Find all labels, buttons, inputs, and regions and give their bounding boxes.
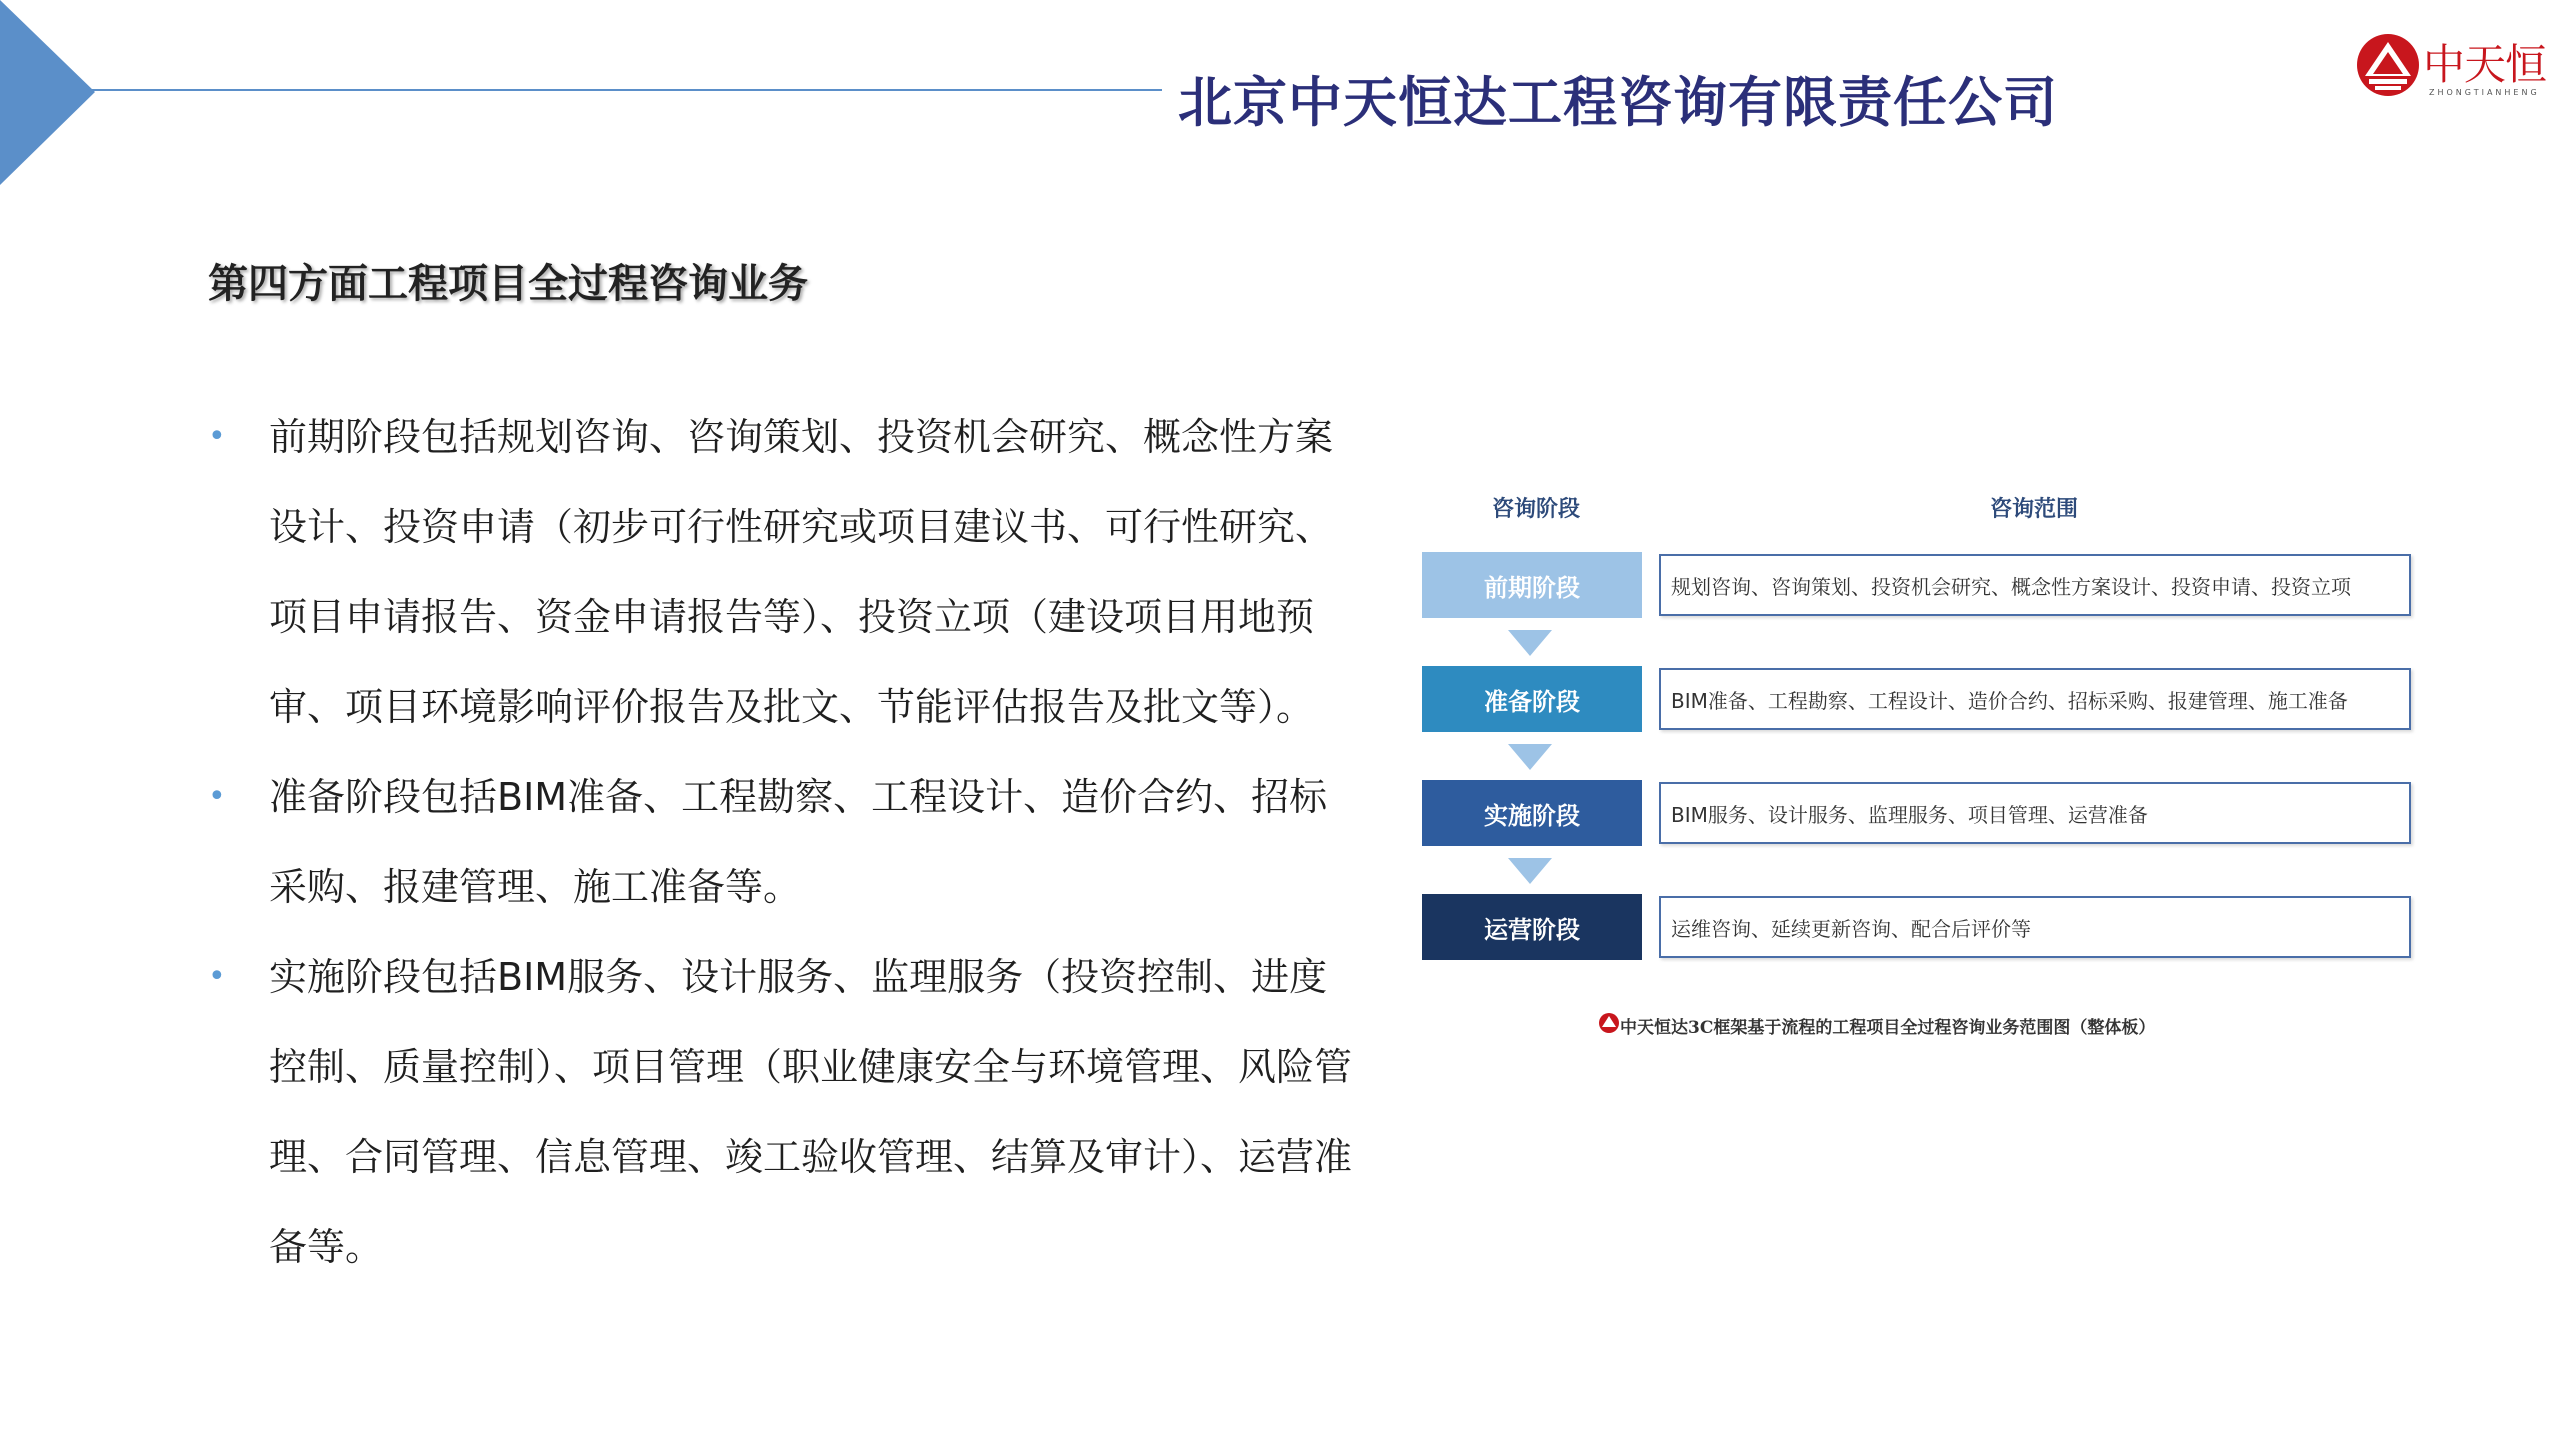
section-title: 第四方面工程项目全过程咨询业务 <box>208 261 808 307</box>
down-arrow-icon <box>1508 630 1552 656</box>
logo-subtext: ZHONGTIANHENG <box>2429 88 2540 97</box>
scope-column-header: 咨询范围 <box>1990 497 2079 522</box>
caption-logo-icon <box>1598 1012 1620 1034</box>
down-arrow-icon <box>1508 858 1552 884</box>
bullet-item <box>205 752 1355 932</box>
stage-box-preliminary: 前期阶段 <box>1422 552 1642 618</box>
header-divider-line <box>92 89 1162 91</box>
consulting-scope-diagram <box>1420 480 2420 1060</box>
stage-box-implementation: 实施阶段 <box>1422 780 1642 846</box>
bullet-dot-icon: • <box>208 419 226 454</box>
stage-box-operation: 运营阶段 <box>1422 894 1642 960</box>
bullet-dot-icon: • <box>208 959 226 994</box>
company-logo <box>2355 30 2545 102</box>
bullet-text: 实施阶段包括BIM服务、设计服务、监理服务（投资控制、进度控制、质量控制）、项目管理（职业健康安全与环境管理、风险管理、合同管理、信息管理、竣工验收管理、结算及审计）、运营准备等。 <box>269 955 1353 1269</box>
diagram-caption: 中天恒达3C框架基于流程的工程项目全过程咨询业务范围图（整体板） <box>1620 1018 2156 1038</box>
scope-box-preliminary: 规划咨询、咨询策划、投资机会研究、概念性方案设计、投资申请、投资立项 <box>1659 554 2411 616</box>
logo-mark-icon <box>2355 32 2421 98</box>
stage-box-preparation: 准备阶段 <box>1422 666 1642 732</box>
scope-box-preparation: BIM准备、工程勘察、工程设计、造价合约、招标采购、报建管理、施工准备 <box>1659 668 2411 730</box>
stage-column-header: 咨询阶段 <box>1492 497 1581 522</box>
scope-box-implementation: BIM服务、设计服务、监理服务、项目管理、运营准备 <box>1659 782 2411 844</box>
bullet-item <box>205 932 1355 1292</box>
bullet-dot-icon: • <box>208 779 226 814</box>
logo-text: 中天恒 <box>2423 40 2547 89</box>
bullet-list <box>205 392 1355 1292</box>
company-name: 北京中天恒达工程咨询有限责任公司 <box>1178 71 2058 134</box>
bullet-text: 准备阶段包括BIM准备、工程勘察、工程设计、造价合约、招标采购、报建管理、施工准备等。 <box>269 775 1328 909</box>
bullet-text: 前期阶段包括规划咨询、咨询策划、投资机会研究、概念性方案设计、投资申请（初步可行性研究或项目建议书、可行性研究、项目申请报告、资金申请报告等）、投资立项（建设项目用地预审、项目环境影响评价报告及批文、节能评估报告及批文等）。 <box>269 415 1334 729</box>
down-arrow-icon <box>1508 744 1552 770</box>
bullet-item <box>205 392 1355 752</box>
scope-box-operation: 运维咨询、延续更新咨询、配合后评价等 <box>1659 896 2411 958</box>
corner-triangle-decoration <box>0 0 95 185</box>
